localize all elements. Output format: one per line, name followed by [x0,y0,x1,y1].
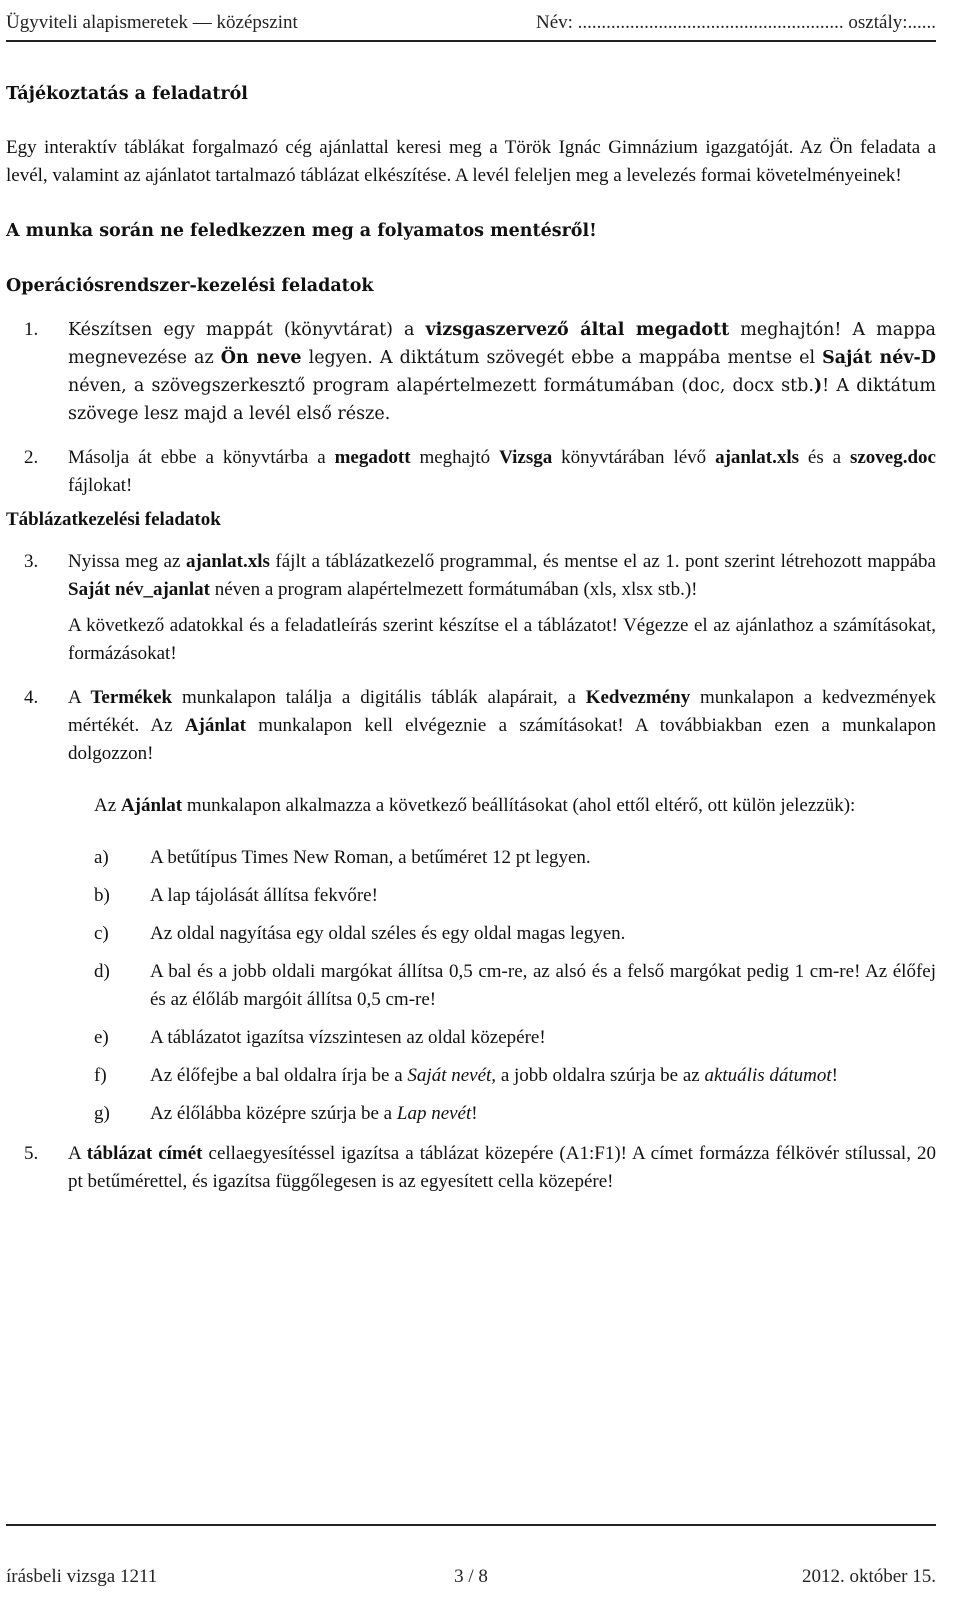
task-number: 5. [24,1143,39,1164]
task-note-text: A következő adatokkal és a feladatleírás szerint készítse el a táblázatot! Végezze el az ajánlathoz a számításokat, formázásokat! [68,615,936,664]
task-text: Másolja át ebbe a könyvtárba a megadott meghajtó Vizsga könyvtárában lévő ajanlat.xls és a szoveg.doc fájlokat! [68,447,936,496]
header-subject: Ügyviteli alapismeretek — középszint [6,12,298,33]
task-number: 2. [24,447,39,468]
footer-date: 2012. október 15. [801,1566,936,1587]
task-1 [6,316,936,428]
intro-title: Tájékoztatás a feladatról [6,84,248,104]
page-header [6,4,936,34]
header-divider [6,40,936,42]
document-body [6,80,936,1196]
task-4 [6,684,936,768]
setting-a: a) A betűtípus Times New Roman, a betűméret 12 pt legyen. [94,847,591,868]
task-number: 3. [24,551,39,572]
intro-paragraph: Egy interaktív táblákat forgalmazó cég ajánlattal keresi meg a Török Ignác Gimnázium igazgatóját. Az Ön feladata a levél, valamint az ajánlatot tartalmazó táblázat elkészítése. A levél feleljen meg a levelezés formai követelményeinek! [6,137,936,186]
setting-d: d) A bal és a jobb oldali margókat állítsa 0,5 cm-re, az alsó és a felső margókat pedig 1 cm-re! Az élőfej és az élőláb margóit állítsa 0,5 cm-re! [94,961,936,1010]
footer-page-number: 3 / 8 [454,1566,488,1587]
task-3-note [6,612,936,668]
save-reminder: A munka során ne feledkezzen meg a folyamatos mentésről! [6,221,597,241]
setting-f: f) Az élőfejbe a bal oldalra írja be a Saját nevét, a jobb oldalra szúrja be az aktuális dátumot! [94,1065,838,1086]
os-section-title: Operációsrendszer-kezelési feladatok [6,276,374,296]
settings-intro: Az Ajánlat munkalapon alkalmazza a következő beállításokat (ahol ettől eltérő, ott külön jelezzük): [94,795,856,816]
task-5 [6,1140,936,1196]
task-2 [6,444,936,500]
setting-b: b) A lap tájolását állítsa fekvőre! [94,885,378,906]
task-text: Nyissa meg az ajanlat.xls fájlt a táblázatkezelő programmal, és mentse el az 1. pont szerint létrehozott mappába Saját név_ajanlat néven a program alapértelmezett formátumában (xls, xlsx stb.)! [68,551,936,600]
setting-g: g) Az élőlábba középre szúrja be a Lap nevét! [94,1103,478,1124]
task-number: 4. [24,687,39,708]
setting-e: e) A táblázatot igazítsa vízszintesen az oldal közepére! [94,1027,546,1048]
spreadsheet-section-title: Táblázatkezelési feladatok [6,509,221,530]
page-footer [6,1566,936,1588]
setting-c: c) Az oldal nagyítása egy oldal széles és egy oldal magas legyen. [94,923,626,944]
footer-exam-id: írásbeli vizsga 1211 [6,1566,158,1587]
footer-divider [6,1524,936,1526]
task-number: 1. [24,319,39,340]
task-text: A Termékek munkalapon találja a digitális táblák alapárait, a Kedvezmény munkalapon a kedvezmények mértékét. Az Ajánlat munkalapon kell elvégeznie a számításokat! A továbbiakban ezen a munkalapon dolgozzon! [68,687,936,764]
header-name-field: Név: ........................................................ osztály:...... [535,12,936,33]
task-text: Készítsen egy mappát (könyvtárat) a vizsgaszervező által megadott meghajtón! A mappa megnevezése az Ön neve legyen. A diktátum szövegét ebbe a mappába mentse el Saját név-D néven, a szövegszerkesztő program alapértelmezett formátumában (doc, docx stb.)! A diktátum szövege lesz majd a levél első része. [68,320,936,424]
task-text: A táblázat címét cellaegyesítéssel igazítsa a táblázat közepére (A1:F1)! A címet formázza félkövér stílussal, 20 pt betűmérettel, és igazítsa függőlegesen is az egyesített cella közepére! [68,1143,936,1192]
task-3 [6,548,936,604]
